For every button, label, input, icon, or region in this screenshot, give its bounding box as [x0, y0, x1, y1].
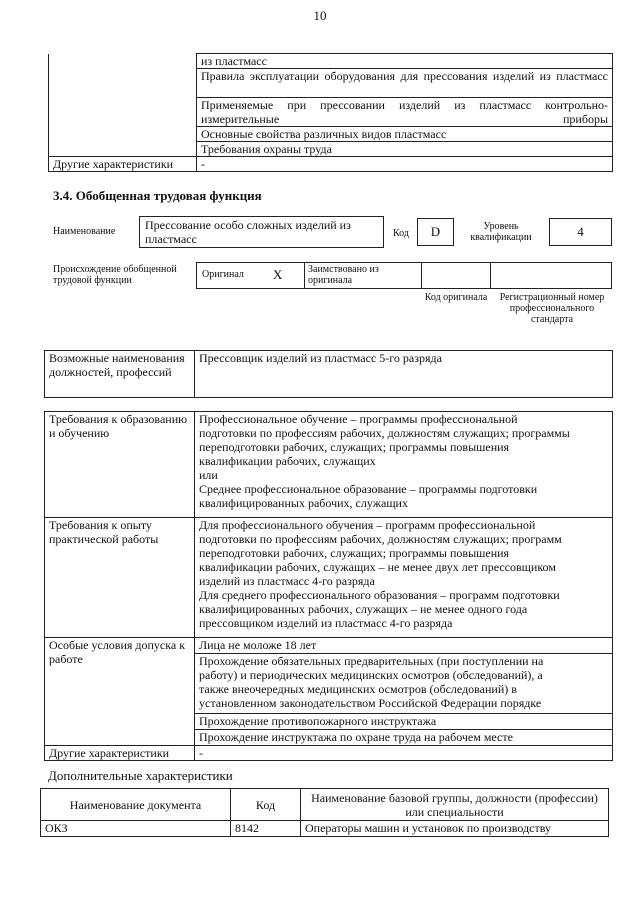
borrowed-label: Заимствовано из оригинала [308, 264, 379, 286]
text-line: квалифицированных рабочих, служащих [199, 496, 408, 510]
knowledge-item: Применяемые при прессовании изделий из пластмасс контрольно-измерительные приборы [197, 98, 613, 127]
doc-header: Наименование базовой группы, должности (профессии) или специальности [301, 789, 609, 821]
code-original-caption: Код оригинала [424, 292, 488, 303]
knowledge-item: Требования охраны труда [197, 142, 613, 157]
text-line: Среднее профессиональное образование – программы подготовки [199, 482, 538, 496]
positions-value: Прессовщик изделий из пластмасс 5-го разряда [195, 351, 613, 398]
original-label: Оригинал [202, 269, 244, 280]
text-line: Для среднего профессионального образования – программ подготовки [199, 588, 560, 602]
section-title: 3.4. Обобщенная трудовая функция [53, 188, 262, 203]
other-characteristics-label: Другие характеристики [45, 746, 195, 761]
origin-divider [490, 262, 491, 289]
level-value-box: 4 [549, 218, 612, 246]
doc-header: Код [231, 789, 301, 821]
doc-cell: Операторы машин и установок по производству [301, 821, 609, 837]
text-line: работу) и периодических медицинских осмотров (обследований), а [199, 668, 543, 682]
text-line: также внеочередных медицинских осмотров (обследований) в [199, 682, 517, 696]
doc-cell: ОКЗ [41, 821, 231, 837]
positions-table [44, 350, 613, 398]
special-conditions-label: Особые условия допуска к работе [45, 638, 195, 746]
special-medical [195, 654, 613, 714]
name-label: Наименование [53, 226, 116, 237]
education-value [195, 412, 613, 518]
experience-value [195, 518, 613, 638]
text-line: установленном законодательством Российской Федерации порядке [199, 696, 542, 710]
origin-divider [421, 262, 422, 289]
text-line: переподготовки рабочих, служащих; программы повышения [199, 440, 510, 454]
code-label: Код [393, 228, 409, 239]
top-table-empty-cell [49, 54, 197, 157]
documents-table [40, 788, 609, 837]
text-line: переподготовки рабочих, служащих; программы повышения [199, 546, 510, 560]
education-label: Требования к образованию и обучению [45, 412, 195, 518]
knowledge-item: из пластмасс [197, 54, 613, 69]
requirements-table [44, 411, 613, 761]
top-knowledge-table [48, 53, 613, 172]
positions-label: Возможные наименования должностей, профессий [45, 351, 195, 398]
text-line: Прохождение обязательных предварительных (при поступлении на [199, 654, 544, 668]
level-label: Уровень квалификации [470, 221, 532, 243]
text-line: Профессиональное обучение – программы профессиональной [199, 412, 518, 426]
text-line: подготовки по профессиям рабочих, должностям служащих; программы [199, 426, 570, 440]
origin-box [196, 262, 612, 289]
text-line: подготовки по профессиям рабочих, должностям служащих; программ [199, 532, 562, 546]
special-safety: Прохождение инструктажа по охране труда на рабочем месте [195, 730, 613, 746]
other-characteristics-label: Другие характеристики [49, 157, 197, 172]
function-name-box: Прессование особо сложных изделий из пластмасс [139, 216, 384, 248]
knowledge-item: Основные свойства различных видов пластмасс [197, 127, 613, 142]
function-code-box: D [417, 218, 454, 246]
origin-divider [304, 262, 305, 289]
other-characteristics-value: - [195, 746, 613, 761]
special-fire: Прохождение противопожарного инструктажа [195, 714, 613, 730]
doc-cell: 8142 [231, 821, 301, 837]
text-line: квалификации рабочих, служащих – не менее двух лет прессовщиком [199, 560, 556, 574]
text-line: изделий из пластмасс 4-го разряда [199, 574, 375, 588]
knowledge-item: Правила эксплуатации оборудования для прессования изделий из пластмасс [197, 69, 613, 98]
special-age: Лица не моложе 18 лет [195, 638, 613, 654]
text-line: или [199, 468, 218, 482]
text-line: квалифицированных рабочих, служащих – не менее одного года [199, 602, 528, 616]
origin-label: Происхождение обобщенной трудовой функции [53, 264, 177, 286]
text-line: прессовщиком изделий из пластмасс 4-го разряда [199, 616, 453, 630]
text-line: Для профессионального обучения – программ профессиональной [199, 518, 536, 532]
doc-header: Наименование документа [41, 789, 231, 821]
other-characteristics-value: - [197, 157, 613, 172]
page-number: 10 [313, 8, 327, 23]
original-mark: X [273, 267, 283, 282]
experience-label: Требования к опыту практической работы [45, 518, 195, 638]
additional-title: Дополнительные характеристики [48, 768, 233, 783]
registration-caption: Регистрационный номер профессионального стандарта [499, 292, 605, 325]
text-line: квалификации рабочих, служащих [199, 454, 376, 468]
